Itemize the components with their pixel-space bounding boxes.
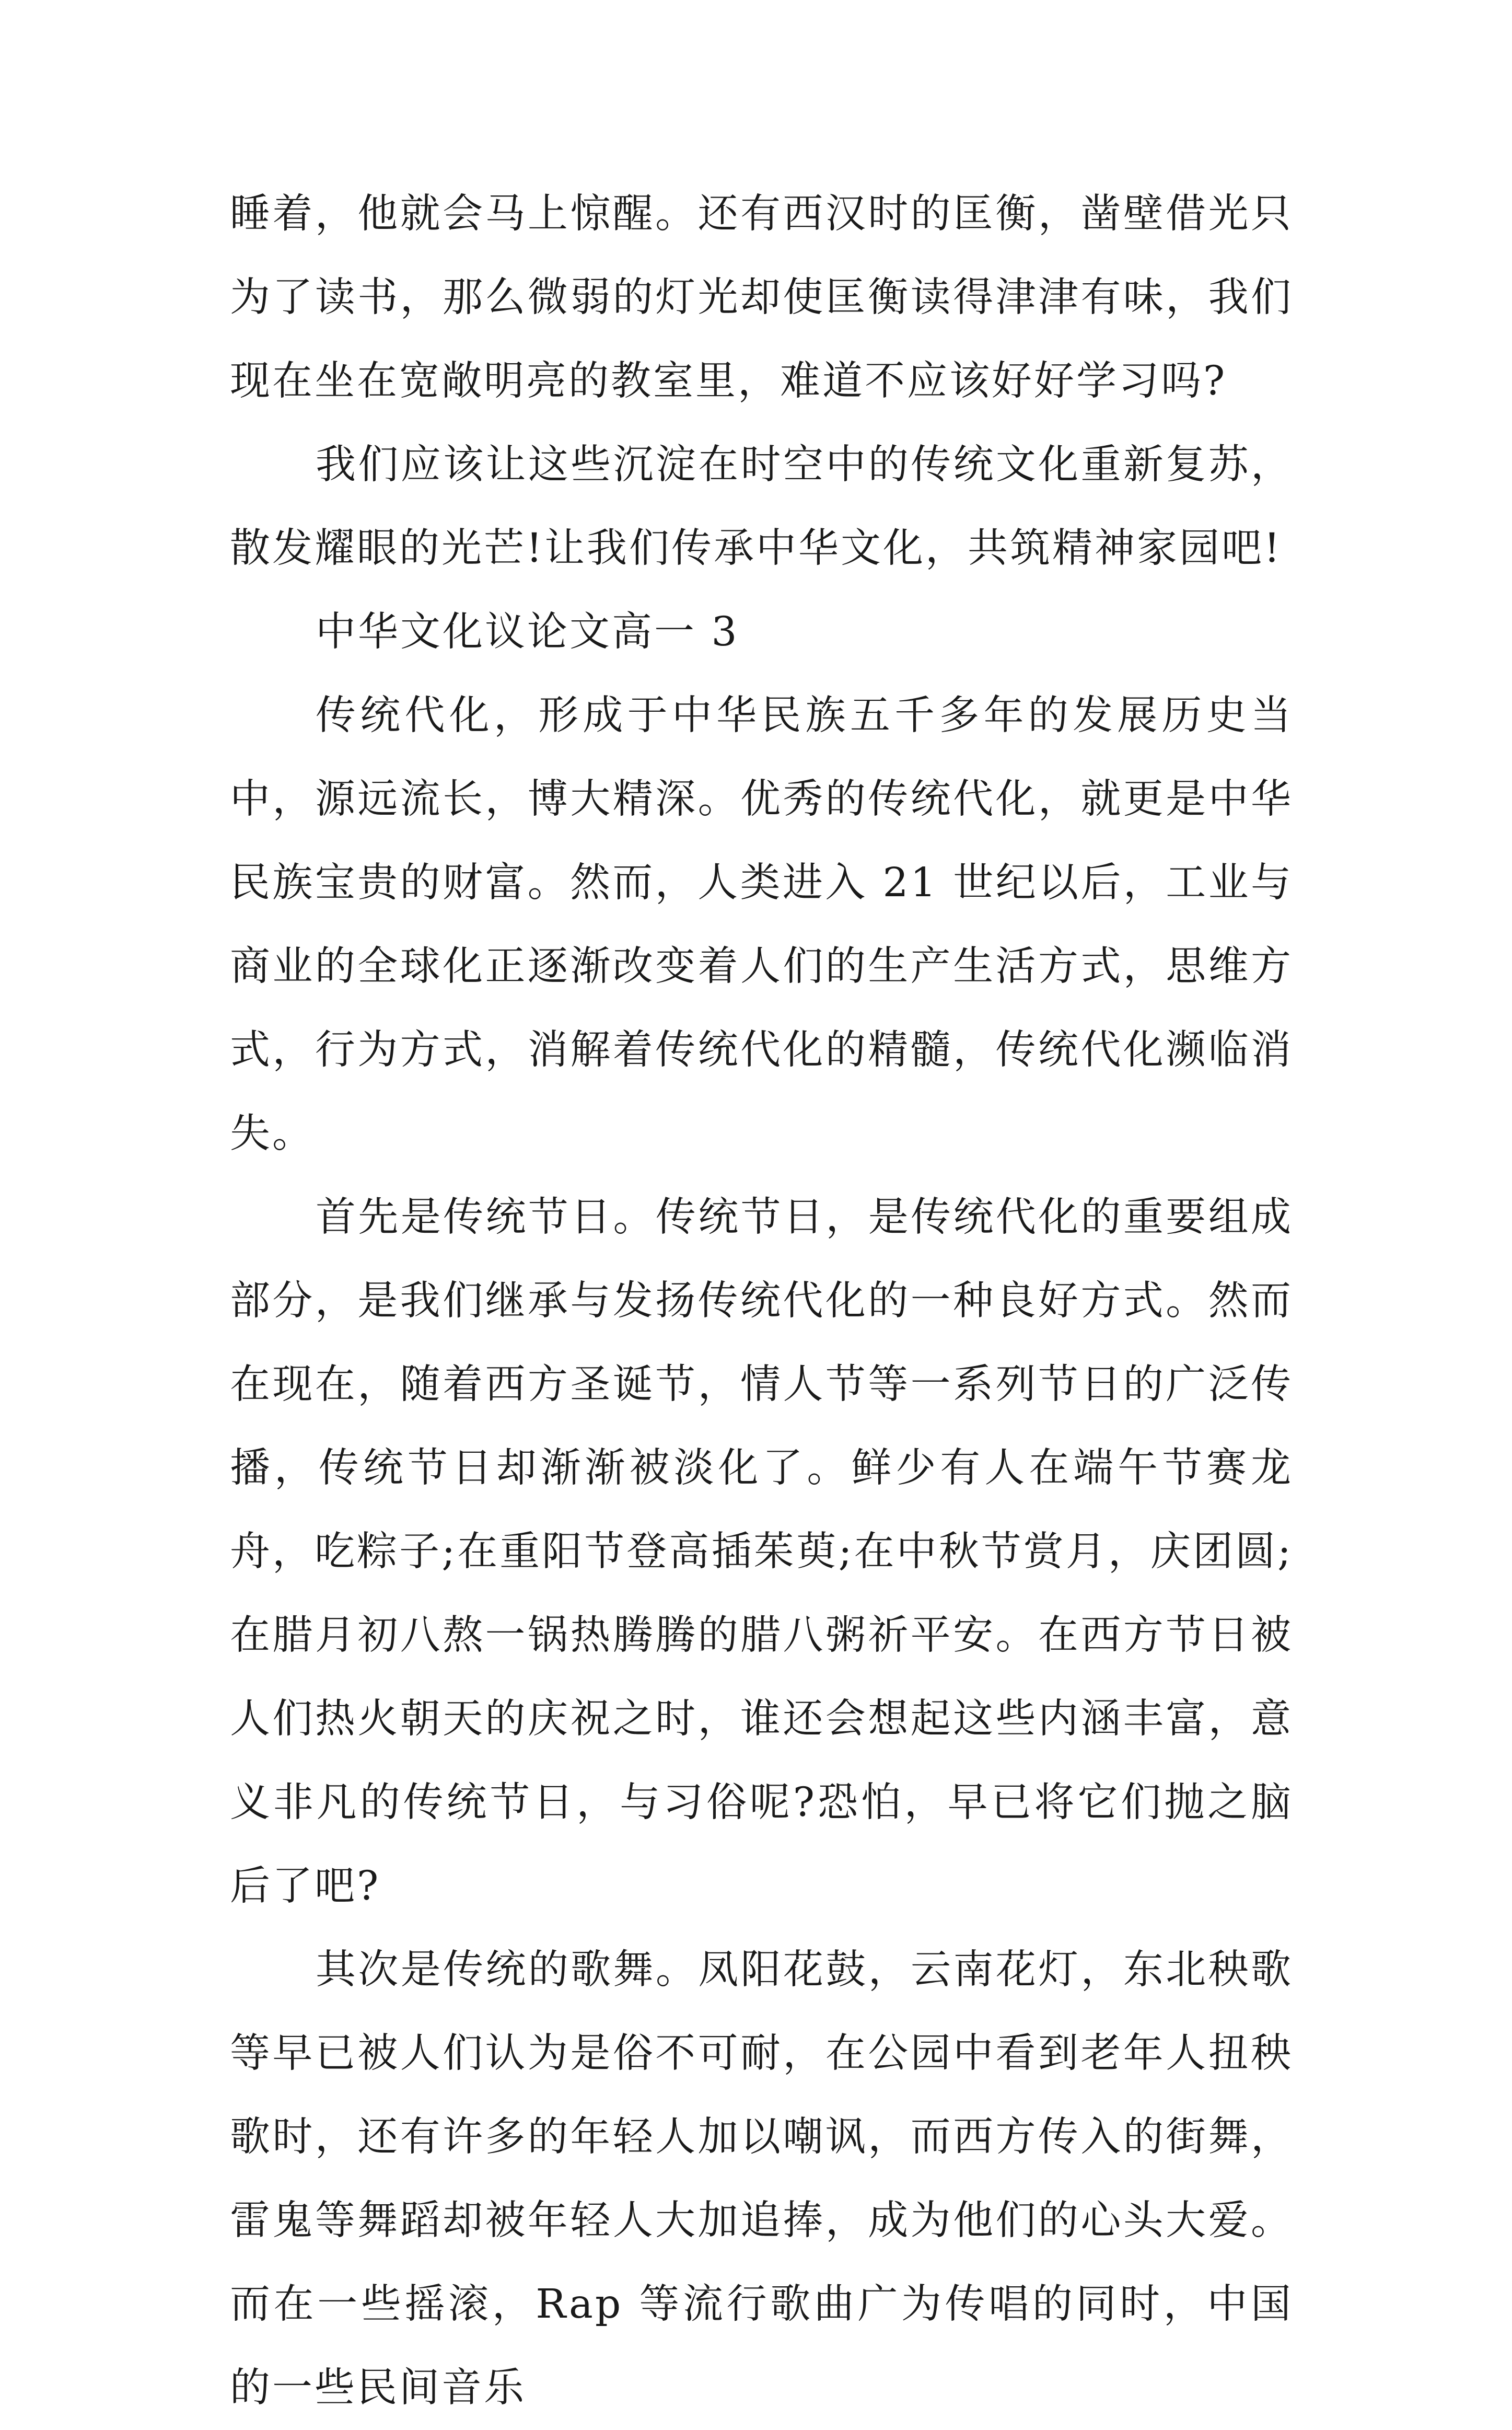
paragraph-kuangheng: 睡着，他就会马上惊醒。还有西汉时的匡衡，凿壁借光只为了读书，那么微弱的灯光却使匡衡读得津津有味，我们现在坐在宽敞明亮的教室里，难道不应该好好学习吗? xyxy=(230,191,1293,404)
paragraph-traditional-dance: 其次是传统的歌舞。凤阳花鼓，云南花灯，东北秧歌等早已被人们认为是俗不可耐，在公园中看到老年人扭秧歌时，还有许多的年轻人加以嘲讽，而西方传入的街舞，雷鬼等舞蹈却被年轻人大加追捧，成为他们的心头大爱。而在一些摇滚，Rap 等流行歌曲广为传唱的同时，中国的一些民间音乐 xyxy=(230,1947,1293,2411)
paragraph-traditional-festivals: 首先是传统节日。传统节日，是传统代化的重要组成部分，是我们继承与发扬传统代化的一种良好方式。然而在现在，随着西方圣诞节，情人节等一系列节日的广泛传播，传统节日却渐渐被淡化了。鲜少有人在端午节赛龙舟，吃粽子;在重阳节登高插茱萸;在中秋节赏月，庆团圆;在腊月初八熬一锅热腾腾的腊八粥祈平安。在西方节日被人们热火朝天的庆祝之时，谁还会想起这些内涵丰富，意义非凡的传统节日，与习俗呢?恐怕，早已将它们抛之脑后了吧? xyxy=(230,1194,1293,1910)
section-heading: 中华文化议论文高一 3 xyxy=(316,609,739,655)
paragraph-revive-culture: 我们应该让这些沉淀在时空中的传统文化重新复苏，散发耀眼的光芒!让我们传承中华文化，共筑精神家园吧! xyxy=(230,442,1293,572)
paragraph-traditional-culture: 传统代化，形成于中华民族五千多年的发展历史当中，源远流长，博大精深。优秀的传统代化，就更是中华民族宝贵的财富。然而，人类进入 21 世纪以后，工业与商业的全球化正逐渐改变着人们的生产生活方式，思维方式，行为方式，消解着传统代化的精髓，传统代化濒临消失。 xyxy=(230,692,1293,1157)
document-body xyxy=(230,172,1293,2430)
